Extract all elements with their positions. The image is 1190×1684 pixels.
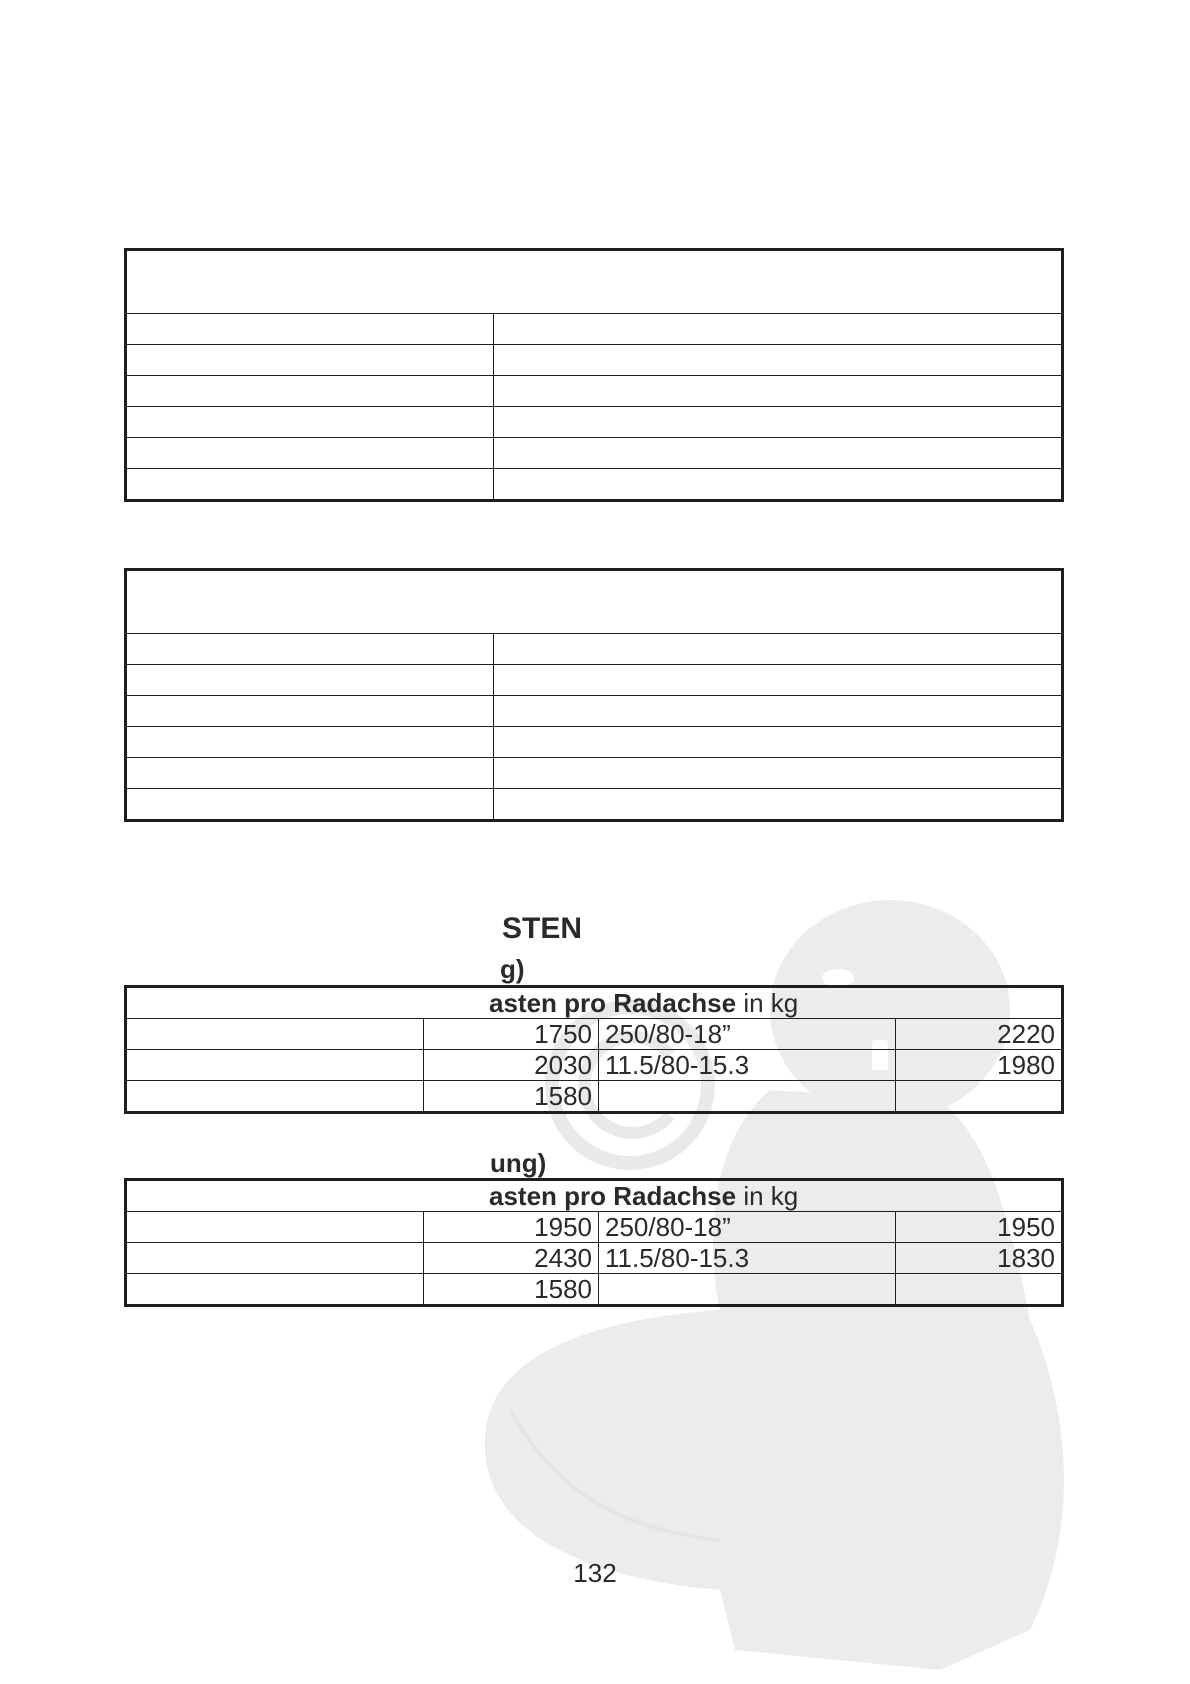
table-cell [126, 758, 494, 789]
row-label-cell [126, 1212, 424, 1243]
table-cell [126, 696, 494, 727]
table-row [126, 1274, 1063, 1306]
table-cell [494, 345, 1063, 376]
load-value-cell: 1750 [424, 1019, 599, 1050]
table-cell [494, 314, 1063, 345]
table-cell [494, 407, 1063, 438]
section-heading: STEN [502, 912, 583, 945]
table-cell [494, 469, 1063, 501]
table-cell [126, 665, 494, 696]
load-value-cell [896, 1081, 1063, 1113]
row-label-cell [126, 1019, 424, 1050]
load-table-1 [124, 985, 1064, 1114]
tire-size-cell [599, 1081, 896, 1113]
load-value-cell: 2220 [896, 1019, 1063, 1050]
table-cell [494, 758, 1063, 789]
table-cell [126, 407, 494, 438]
load-table-2 [124, 1178, 1064, 1307]
table1-subtitle: g) [500, 954, 525, 984]
tire-size-cell [599, 1274, 896, 1306]
load-value-cell: 2430 [424, 1243, 599, 1274]
table-cell [494, 789, 1063, 821]
table-row [126, 1019, 1063, 1050]
header-bold-text: asten pro Radachse [489, 988, 737, 1018]
empty-table-2 [124, 568, 1064, 822]
table-cell [494, 696, 1063, 727]
tire-size-cell: 250/80-18” [599, 1212, 896, 1243]
table-cell [126, 727, 494, 758]
table-cell [494, 727, 1063, 758]
table-cell [126, 634, 494, 665]
row-label-cell [126, 1050, 424, 1081]
header-unit-text: in kg [736, 1181, 799, 1211]
table-cell [494, 634, 1063, 665]
page-number: 132 [573, 1558, 617, 1588]
table-cell [494, 665, 1063, 696]
table-cell [494, 376, 1063, 407]
header-bold-text: asten pro Radachse [489, 1181, 737, 1211]
table-cell [126, 314, 494, 345]
table-header-cell [126, 250, 1063, 314]
table-row [126, 1243, 1063, 1274]
table-cell [126, 376, 494, 407]
load-value-cell: 1580 [424, 1274, 599, 1306]
empty-table-1 [124, 248, 1064, 502]
load-value-cell: 1950 [896, 1212, 1063, 1243]
load-value-cell: 1980 [896, 1050, 1063, 1081]
table-cell [126, 438, 494, 469]
load-value-cell: 1580 [424, 1081, 599, 1113]
table2-subtitle: ung) [490, 1148, 547, 1178]
tire-size-cell: 11.5/80-15.3 [599, 1243, 896, 1274]
table-cell [126, 345, 494, 376]
table-cell [126, 789, 494, 821]
row-label-cell [126, 1081, 424, 1113]
load-table-header [126, 1180, 1063, 1212]
table-row [126, 1081, 1063, 1113]
tire-size-cell: 11.5/80-15.3 [599, 1050, 896, 1081]
table-header-cell [126, 570, 1063, 634]
header-unit-text: in kg [736, 988, 799, 1018]
load-table-header [126, 987, 1063, 1019]
load-value-cell: 2030 [424, 1050, 599, 1081]
load-value-cell: 1950 [424, 1212, 599, 1243]
load-value-cell [896, 1274, 1063, 1306]
table-row [126, 1212, 1063, 1243]
row-label-cell [126, 1274, 424, 1306]
table-cell [494, 438, 1063, 469]
table-row [126, 1050, 1063, 1081]
tire-size-cell: 250/80-18” [599, 1019, 896, 1050]
row-label-cell [126, 1243, 424, 1274]
load-value-cell: 1830 [896, 1243, 1063, 1274]
table-cell [126, 469, 494, 501]
